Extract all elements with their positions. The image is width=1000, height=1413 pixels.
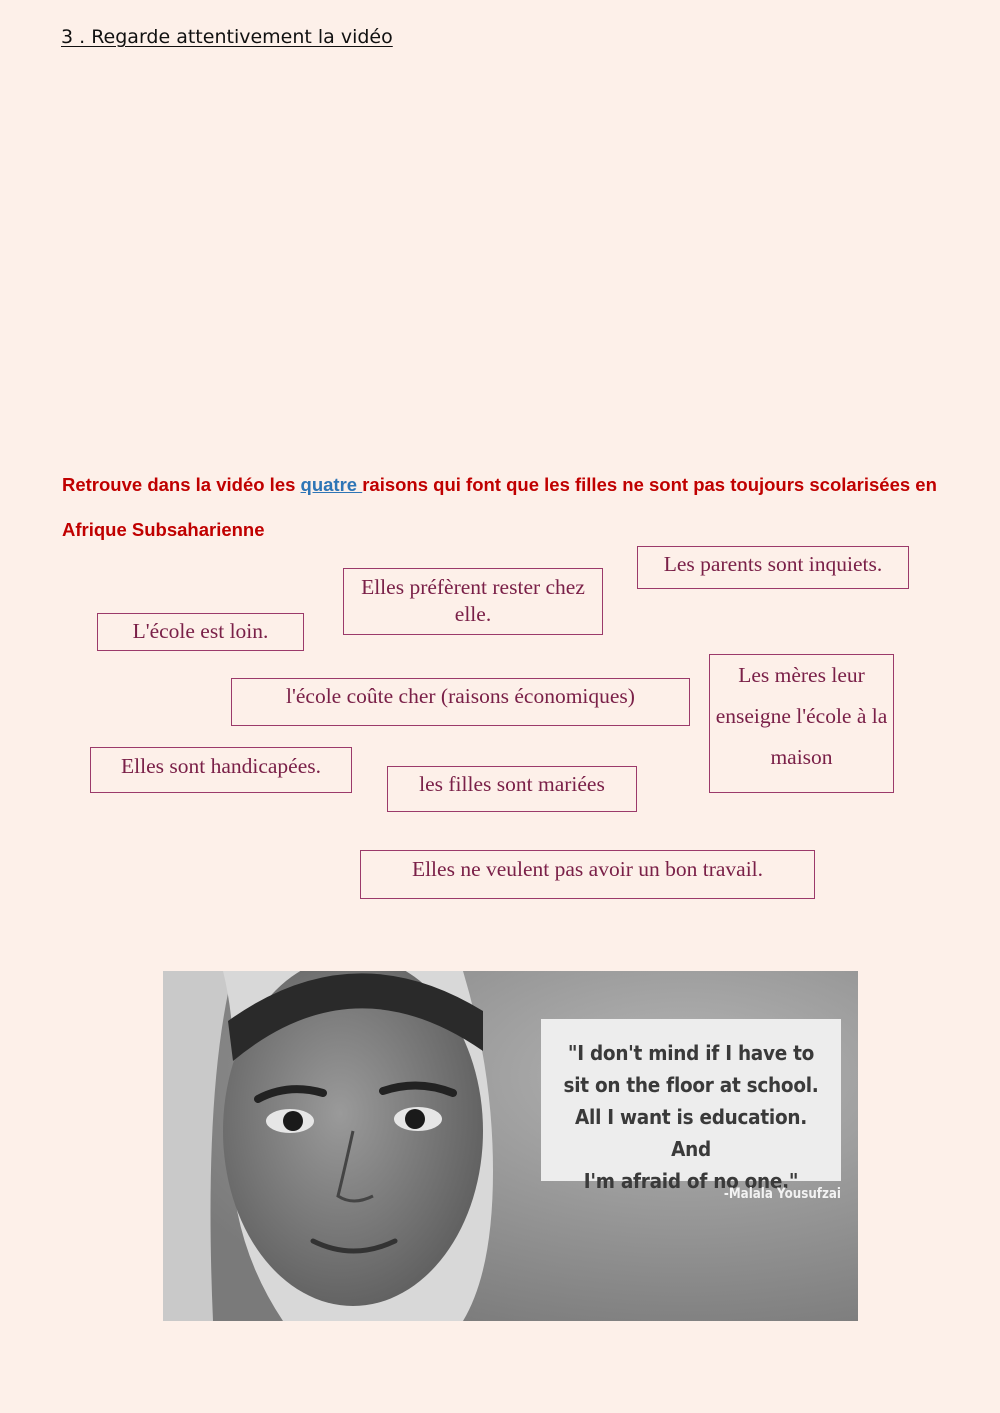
- quote-text: "I don't mind if I have to sit on the floor at school. All I want is education. And I'm afraid of no one.": [563, 1041, 819, 1193]
- keyword-quatre-link: quatre: [300, 474, 363, 495]
- instruction-after: raisons qui font que les filles ne sont pas toujours scolarisées en Afrique Subsaharienne: [62, 474, 937, 540]
- quote-photo: [163, 971, 858, 1321]
- quote-attribution: -Malala Yousufzai: [723, 1186, 841, 1202]
- section-heading: 3 . Regarde attentivement la vidéo: [61, 26, 393, 48]
- answer-card-handicapees[interactable]: Elles sont handicapées.: [90, 747, 352, 793]
- quote-card: [541, 1019, 841, 1193]
- answer-card-ecole-coute-cher[interactable]: l'école coûte cher (raisons économiques): [231, 678, 690, 726]
- answer-card-parents-inquiets[interactable]: Les parents sont inquiets.: [637, 546, 909, 589]
- instruction-before: Retrouve dans la vidéo les: [62, 474, 301, 495]
- answer-card-meres-enseigne[interactable]: Les mères leur enseigne l'école à la maison: [709, 654, 894, 793]
- answer-card-bon-travail[interactable]: Elles ne veulent pas avoir un bon travail.: [360, 850, 815, 899]
- answer-card-ecole-loin[interactable]: L'école est loin.: [97, 613, 304, 651]
- instruction-text: [62, 462, 942, 552]
- answer-card-preferent-rester[interactable]: Elles préfèrent rester chez elle.: [343, 568, 603, 635]
- answer-card-filles-mariees[interactable]: les filles sont mariées: [387, 766, 637, 812]
